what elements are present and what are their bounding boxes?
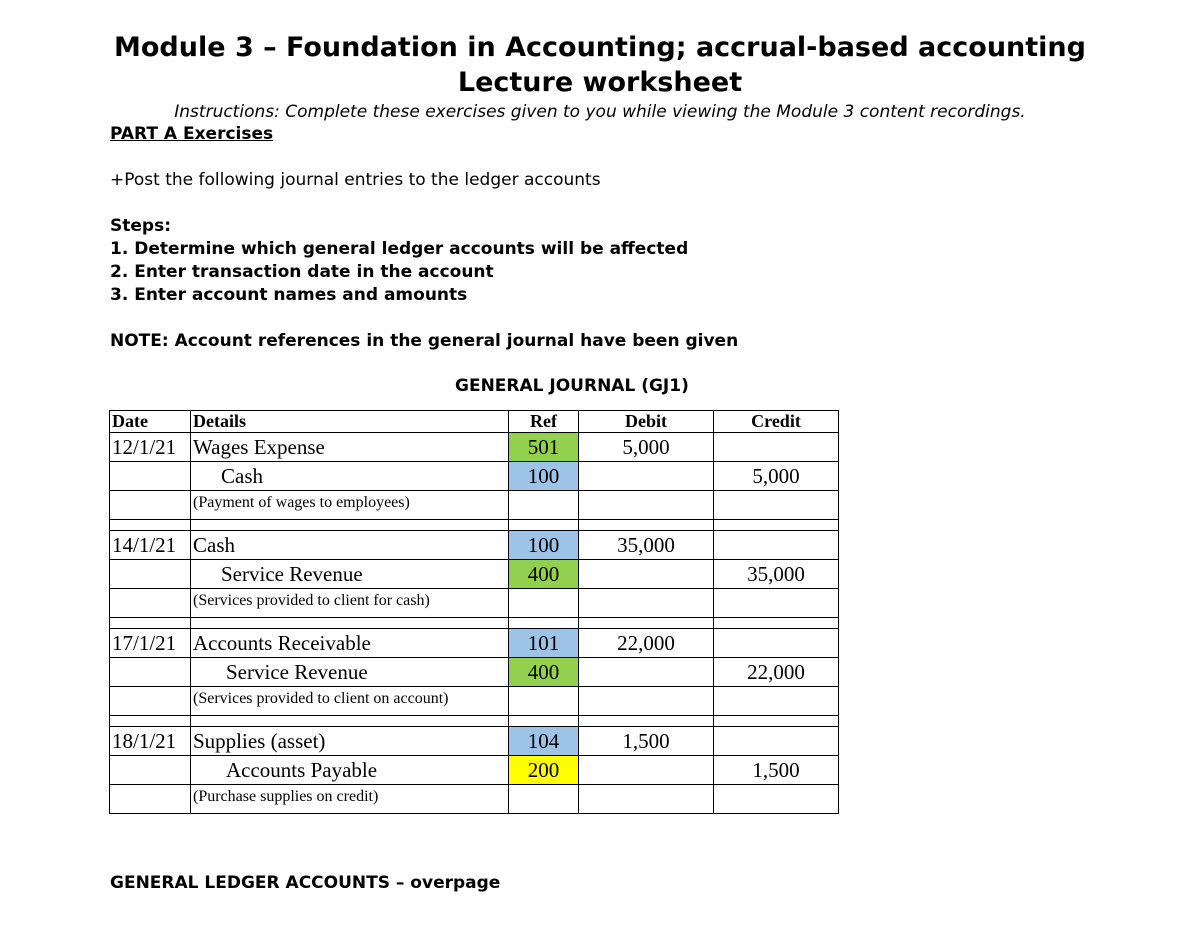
- debit-cell: [579, 589, 714, 618]
- credit-cell: [714, 687, 839, 716]
- journal-spacer-row: [110, 716, 839, 727]
- credit-account-ref: 200: [509, 756, 579, 785]
- spacer-cell: [509, 520, 579, 531]
- date-cell: [110, 687, 191, 716]
- spacer-cell: [191, 520, 509, 531]
- narration: (Purchase supplies on credit): [191, 785, 509, 814]
- credit-amount: 22,000: [714, 658, 839, 687]
- credit-debit-cell: [579, 658, 714, 687]
- entry-date: 18/1/21: [110, 727, 191, 756]
- debit-credit-cell: [714, 629, 839, 658]
- date-cell: [110, 491, 191, 520]
- date-cell: [110, 589, 191, 618]
- spacer-cell: [714, 618, 839, 629]
- journal-debit-row: [110, 727, 839, 756]
- general-journal-table: [109, 410, 839, 814]
- column-header-date: Date: [110, 411, 191, 433]
- note-text: NOTE: Account references in the general journal have been given: [110, 331, 739, 351]
- column-header-credit: Credit: [714, 411, 839, 433]
- credit-account-ref: 400: [509, 560, 579, 589]
- debit-amount: 5,000: [579, 433, 714, 462]
- journal-credit-row: [110, 462, 839, 491]
- spacer-cell: [579, 618, 714, 629]
- journal-narration-row: [110, 491, 839, 520]
- spacer-cell: [191, 716, 509, 727]
- spacer-cell: [191, 618, 509, 629]
- debit-credit-cell: [714, 727, 839, 756]
- journal-credit-row: [110, 560, 839, 589]
- debit-amount: 22,000: [579, 629, 714, 658]
- table-header-row: [110, 411, 839, 433]
- credit-account-name: Service Revenue: [191, 658, 509, 687]
- part-a-heading: PART A Exercises: [110, 124, 274, 144]
- column-header-ref: Ref: [509, 411, 579, 433]
- journal-credit-row: [110, 756, 839, 785]
- spacer-cell: [714, 716, 839, 727]
- ref-cell: [509, 785, 579, 814]
- ref-cell: [509, 491, 579, 520]
- debit-cell: [579, 491, 714, 520]
- ref-cell: [509, 589, 579, 618]
- credit-amount: 5,000: [714, 462, 839, 491]
- journal-debit-row: [110, 629, 839, 658]
- document-subtitle: Lecture worksheet: [457, 67, 743, 98]
- journal-narration-row: [110, 785, 839, 814]
- debit-credit-cell: [714, 531, 839, 560]
- credit-debit-cell: [579, 560, 714, 589]
- credit-amount: 1,500: [714, 756, 839, 785]
- credit-debit-cell: [579, 756, 714, 785]
- spacer-cell: [509, 716, 579, 727]
- date-cell: [110, 785, 191, 814]
- date-cell: [110, 560, 191, 589]
- entry-date: 17/1/21: [110, 629, 191, 658]
- credit-cell: [714, 785, 839, 814]
- credit-cell: [714, 589, 839, 618]
- journal-credit-row: [110, 658, 839, 687]
- credit-cell: [714, 491, 839, 520]
- instructions: Instructions: Complete these exercises given to you while viewing the Module 3 content recordings.: [174, 102, 1026, 122]
- narration: (Payment of wages to employees): [191, 491, 509, 520]
- document-title: Module 3 – Foundation in Accounting; accrual-based accounting: [114, 32, 1086, 63]
- journal-title: GENERAL JOURNAL (GJ1): [455, 376, 689, 396]
- spacer-cell: [579, 520, 714, 531]
- debit-account-name: Accounts Receivable: [191, 629, 509, 658]
- spacer-cell: [714, 520, 839, 531]
- step-2: 2. Enter transaction date in the account: [110, 262, 494, 282]
- date-cell: [110, 756, 191, 785]
- credit-amount: 35,000: [714, 560, 839, 589]
- narration: (Services provided to client for cash): [191, 589, 509, 618]
- journal-debit-row: [110, 531, 839, 560]
- footer-text: GENERAL LEDGER ACCOUNTS – overpage: [110, 873, 501, 893]
- date-cell: [110, 658, 191, 687]
- debit-account-name: Wages Expense: [191, 433, 509, 462]
- journal-spacer-row: [110, 618, 839, 629]
- debit-amount: 35,000: [579, 531, 714, 560]
- credit-account-name: Service Revenue: [191, 560, 509, 589]
- credit-debit-cell: [579, 462, 714, 491]
- credit-account-name: Cash: [191, 462, 509, 491]
- debit-account-name: Supplies (asset): [191, 727, 509, 756]
- steps-heading: Steps:: [110, 216, 171, 236]
- spacer-cell: [110, 618, 191, 629]
- spacer-cell: [110, 716, 191, 727]
- debit-account-ref: 100: [509, 531, 579, 560]
- date-cell: [110, 462, 191, 491]
- ref-cell: [509, 687, 579, 716]
- step-3: 3. Enter account names and amounts: [110, 285, 468, 305]
- debit-account-ref: 104: [509, 727, 579, 756]
- column-header-details: Details: [191, 411, 509, 433]
- journal-debit-row: [110, 433, 839, 462]
- entry-date: 14/1/21: [110, 531, 191, 560]
- journal-narration-row: [110, 687, 839, 716]
- step-1: 1. Determine which general ledger accounts will be affected: [110, 239, 689, 259]
- debit-cell: [579, 687, 714, 716]
- spacer-cell: [579, 716, 714, 727]
- credit-account-ref: 100: [509, 462, 579, 491]
- debit-cell: [579, 785, 714, 814]
- journal-narration-row: [110, 589, 839, 618]
- spacer-cell: [509, 618, 579, 629]
- narration: (Services provided to client on account): [191, 687, 509, 716]
- debit-account-name: Cash: [191, 531, 509, 560]
- credit-account-name: Accounts Payable: [191, 756, 509, 785]
- entry-date: 12/1/21: [110, 433, 191, 462]
- debit-account-ref: 501: [509, 433, 579, 462]
- journal-spacer-row: [110, 520, 839, 531]
- spacer-cell: [110, 520, 191, 531]
- column-header-debit: Debit: [579, 411, 714, 433]
- debit-credit-cell: [714, 433, 839, 462]
- debit-account-ref: 101: [509, 629, 579, 658]
- debit-amount: 1,500: [579, 727, 714, 756]
- credit-account-ref: 400: [509, 658, 579, 687]
- task-text: +Post the following journal entries to the ledger accounts: [110, 170, 601, 190]
